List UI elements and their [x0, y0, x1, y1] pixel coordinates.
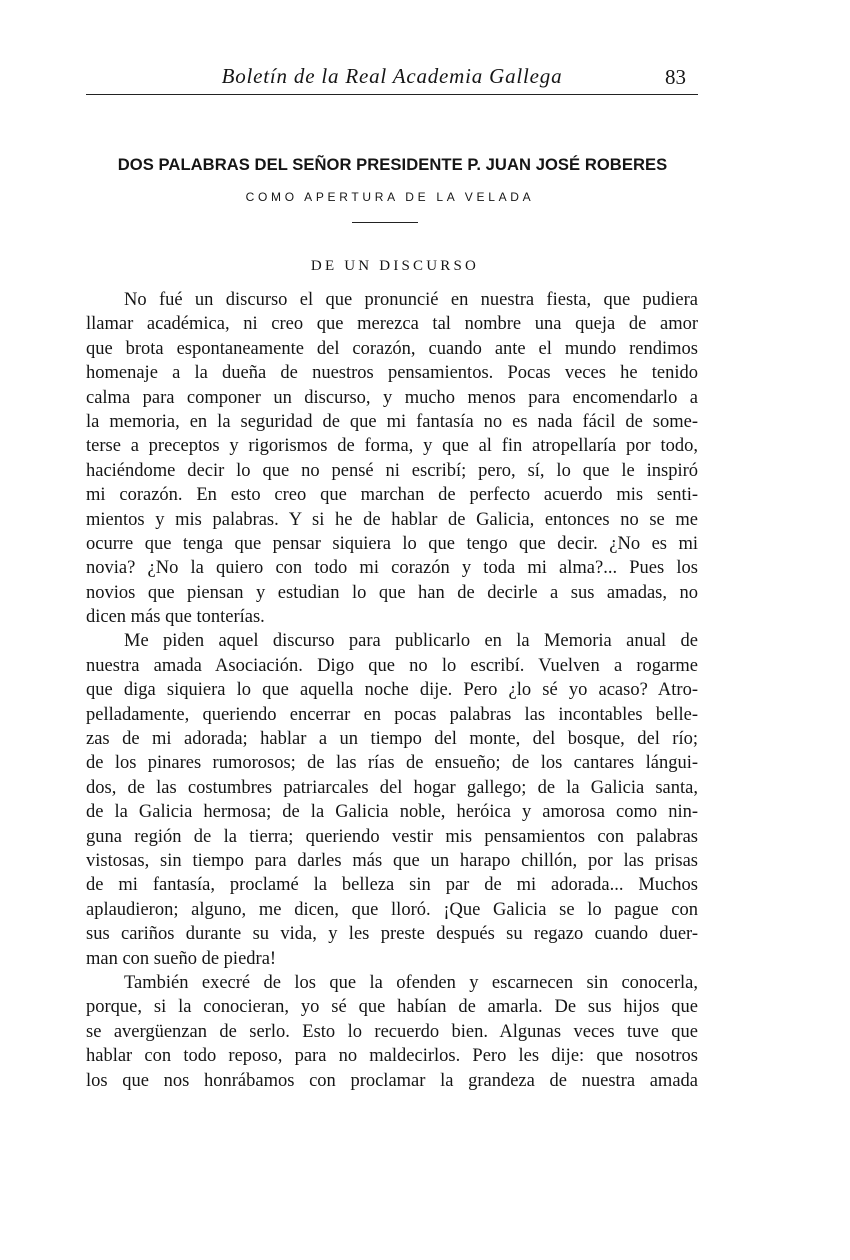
text-line: nuestra amada Asociación. Digo que no lo escribí. Vuelven a rogarme: [86, 655, 698, 676]
text-line: pelladamente, queriendo encerrar en pocas palabras las incontables belle-: [86, 704, 698, 725]
text-line: de la Galicia hermosa; de la Galicia noble, heróica y amorosa como nin-: [86, 802, 698, 823]
text-line: homenaje a la dueña de nuestros pensamientos. Pocas veces he tenido: [86, 363, 698, 384]
text-line: novios que piensan y estudian lo que han de decirle a sus amadas, no: [86, 582, 698, 603]
text-line: man con sueño de piedra!: [86, 948, 277, 969]
text-line: aplaudieron; alguno, me dicen, que lloró. ¡Que Galicia se lo pague con: [86, 899, 698, 920]
article-title: DOS PALABRAS DEL SEÑOR PRESIDENTE P. JUAN JOSÉ ROBERES: [117, 155, 668, 174]
page-number: 83: [665, 65, 686, 89]
text-line: novia? ¿No la quiero con todo mi corazón y toda mi alma?... Pues los: [86, 558, 698, 579]
text-line: ocurre que tenga que pensar siquiera lo que tengo que decir. ¿No es mi: [86, 533, 698, 554]
text-line: calma para componer un discurso, y mucho menos para encomendarlo a: [86, 387, 698, 408]
body-text: [86, 288, 698, 1093]
journal-title: Boletín de la Real Academia Gallega: [221, 64, 563, 88]
text-line: dicen más que tonterías.: [86, 607, 265, 628]
text-line: que brota espontaneamente del corazón, cuando ante el mundo rendimos: [86, 338, 698, 359]
text-line: de mi fantasía, proclamé la belleza sin par de mi adorada... Muchos: [86, 875, 698, 896]
text-line: que diga siquiera lo que aquella noche dije. Pero ¿lo sé yo acaso? Atro-: [86, 680, 698, 701]
text-line: mientos y mis palabras. Y si he de hablar de Galicia, entonces no se me: [86, 509, 698, 530]
text-line: No fué un discurso el que pronuncié en nuestra fiesta, que pudiera: [124, 290, 698, 310]
running-header: [86, 60, 698, 95]
text-line: de los pinares rumorosos; de las rías de ensueño; de los cantares lángui-: [86, 753, 698, 774]
text-line: sus cariños durante su vida, y les preste después su regazo cuando duer-: [86, 924, 698, 945]
text-line: Me piden aquel discurso para publicarlo en la Memoria anual de: [124, 631, 698, 652]
text-line: vistosas, sin tiempo para darles más que un harapo chillón, por las prisas: [86, 850, 698, 871]
text-line: haciéndome decir lo que no pensé ni escribí; pero, sí, lo que le inspiró: [86, 460, 698, 481]
text-line: se avergüenzan de serlo. Esto lo recuerdo bien. Algunas veces tuve que: [86, 1021, 698, 1042]
text-line: la memoria, en la seguridad de que mi fantasía no es nada fácil de some-: [86, 411, 698, 432]
title-divider: [352, 222, 418, 223]
text-line: También execré de los que la ofenden y escarnecen sin conocerla,: [124, 972, 698, 993]
text-line: los que nos honrábamos con proclamar la grandeza de nuestra amada: [86, 1070, 698, 1091]
text-line: guna región de la tierra; queriendo vestir mis pensamientos con palabras: [86, 826, 698, 847]
text-line: llamar académica, ni creo que merezca tal nombre una queja de amor: [86, 314, 698, 335]
text-line: dos, de las costumbres patriarcales del hogar gallego; de la Galicia santa,: [86, 777, 698, 798]
text-line: mi corazón. En esto creo que marchan de perfecto acuerdo mis senti-: [86, 485, 698, 506]
text-line: terse a preceptos y rigorismos de forma, y que al fin atropellaría por todo,: [86, 436, 698, 457]
text-line: hablar con todo reposo, para no maldecirlos. Pero les dije: que nosotros: [86, 1046, 698, 1067]
section-heading: DE UN DISCURSO: [310, 258, 480, 274]
text-line: porque, si la conocieran, yo sé que habían de amarla. De sus hijos que: [86, 997, 698, 1018]
article-subtitle: COMO APERTURA DE LA VELADA: [245, 190, 535, 204]
text-line: zas de mi adorada; hablar a un tiempo del monte, del bosque, del río;: [86, 729, 698, 750]
